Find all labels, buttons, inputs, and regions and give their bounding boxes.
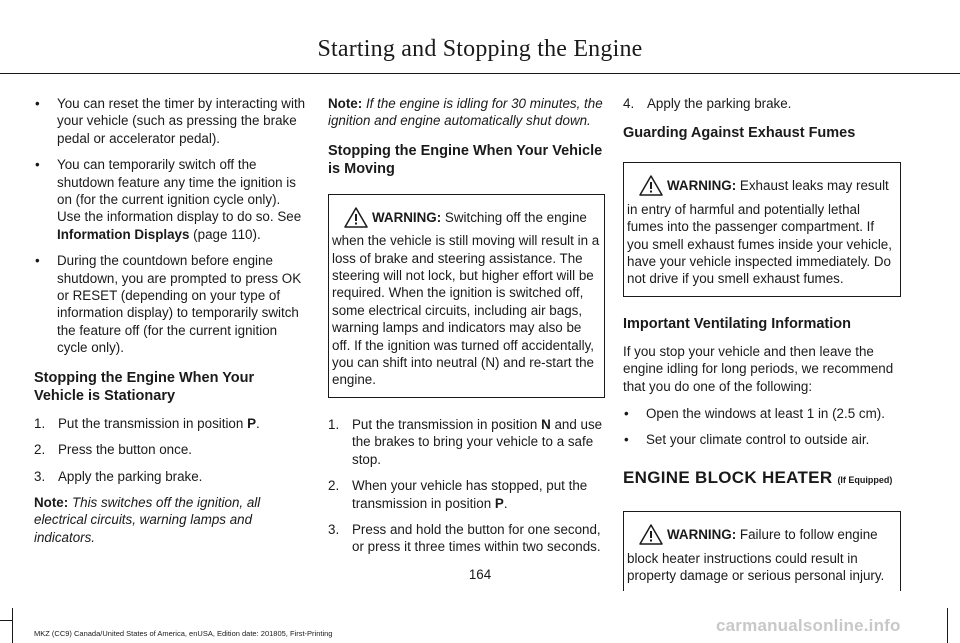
column-1 — [34, 95, 306, 556]
warning-triangle-icon — [344, 207, 368, 232]
step-after: . — [503, 495, 508, 511]
step-item — [328, 416, 605, 468]
step-text: Press and hold the button for one second, or press it three times within two seconds. — [352, 521, 601, 555]
crop-mark — [947, 608, 948, 643]
step-text: When your vehicle has stopped, put the transmission in position — [352, 478, 588, 511]
list-item: • During the countdown before engine shutdown, you are prompted to press OK or RESET (depending on your type of information display) to temporarily switch the feature off (for the current ignition cycle only). — [34, 252, 306, 356]
warning-text: Exhaust leaks may result in entry of harmful and potentially lethal fumes into the passenger compartment. If you smell exhaust fumes inside your vehicle, have your vehicle inspected immediately. Do not drive if you smell exhaust fumes. — [627, 178, 892, 287]
step-after: and use the brakes to bring your vehicle to a safe stop. — [352, 416, 603, 467]
step-item — [34, 468, 306, 485]
cross-reference-link[interactable]: Information Displays — [57, 226, 190, 242]
warning-triangle-icon — [639, 175, 663, 200]
list-item: • Open the windows at least 1 in (2.5 cm). — [623, 405, 901, 422]
section-heading: Important Ventilating Information — [623, 315, 851, 332]
section-heading: Stopping the Engine When Your Vehicle is Moving — [328, 142, 603, 177]
warning-box — [623, 162, 901, 296]
paragraph: If you stop your vehicle and then leave the engine idling for long periods, we recommend that you do one of the following: — [623, 343, 894, 394]
footer-edition: MKZ (CC9) Canada/United States of America, enUSA, Edition date: 201805, First-Printing — [34, 629, 333, 638]
bullet-list — [34, 95, 306, 357]
step-text: Put the transmission in position — [352, 416, 542, 432]
section-heading: Stopping the Engine When Your Vehicle is Stationary — [34, 369, 255, 404]
note — [34, 494, 306, 546]
step-number: 3. — [34, 468, 46, 484]
step-item — [34, 415, 306, 432]
section-qualifier: (If Equipped) — [837, 474, 893, 485]
step-bold: N — [541, 416, 551, 432]
warning-label: WARNING: — [667, 178, 737, 194]
note-label: Note: — [34, 494, 69, 510]
step-number: 2. — [34, 442, 46, 458]
step-text: Apply the parking brake. — [58, 468, 203, 484]
step-after: . — [256, 415, 260, 431]
crop-mark — [0, 620, 12, 621]
cross-reference-page: (page 110). — [189, 226, 261, 242]
step-text: Apply the parking brake. — [647, 96, 792, 111]
step-number: 2. — [328, 478, 340, 494]
step-bold: P — [247, 415, 256, 431]
step-bold: P — [494, 495, 504, 511]
section-heading: Guarding Against Exhaust Fumes — [623, 125, 856, 142]
warning-triangle-icon — [639, 524, 663, 549]
section-title-text: ENGINE BLOCK HEATER — [623, 467, 833, 487]
step-number: 1. — [328, 416, 340, 432]
column-2 — [328, 95, 605, 565]
list-item — [34, 156, 306, 243]
warning-label: WARNING: — [372, 209, 442, 225]
note-label: Note: — [328, 96, 363, 111]
step-text: Press the button once. — [58, 442, 192, 458]
warning-text: Failure to follow engine block heater instructions could result in property damage or serious personal injury. — [627, 527, 885, 584]
step-text: Put the transmission in position — [58, 415, 248, 431]
step-number: 1. — [34, 415, 46, 431]
section-title — [623, 469, 901, 489]
header-rule — [0, 73, 960, 74]
step-item — [328, 521, 605, 556]
step-list — [328, 416, 605, 556]
list-item: • You can reset the timer by interacting with your vehicle (such as pressing the brake pedal or accelerator pedal). — [34, 95, 306, 147]
list-item-text: You can temporarily switch off the shutdown feature any time the ignition is on (for the current ignition cycle only). Use the information display to do so. See — [57, 157, 302, 225]
bullet-list — [623, 405, 901, 449]
warning-text: Switching off the engine when the vehicle is still moving will result in a loss of brake and steering assistance. The steering will not lock, but higher effort will be required. When the ignition is switched off, some electrical circuits, including air bags, warning lamps and indicators may also be off. If the ignition was turned off accidentally, you can shift into neutral (N) and re-start the engine. — [332, 209, 600, 388]
step-item — [328, 477, 605, 512]
crop-mark — [12, 608, 13, 643]
column-3 — [623, 95, 901, 591]
step-number: 3. — [328, 521, 340, 537]
watermark: carmanualsonline.info — [716, 616, 901, 635]
note — [328, 95, 605, 130]
step-item — [623, 95, 901, 112]
note-text: This switches off the ignition, all electrical circuits, warning lamps and indicators. — [34, 494, 261, 545]
note-text: If the engine is idling for 30 minutes, the ignition and engine automatically shut down. — [328, 96, 603, 129]
warning-label: WARNING: — [667, 527, 737, 543]
step-item — [34, 441, 306, 458]
step-list — [623, 95, 901, 112]
warning-box — [328, 194, 605, 398]
step-number: 4. — [623, 96, 635, 111]
page-title: Starting and Stopping the Engine — [317, 36, 643, 62]
list-item: • Set your climate control to outside air. — [623, 431, 901, 448]
step-list — [34, 415, 306, 485]
page-number: 164 — [468, 567, 492, 582]
